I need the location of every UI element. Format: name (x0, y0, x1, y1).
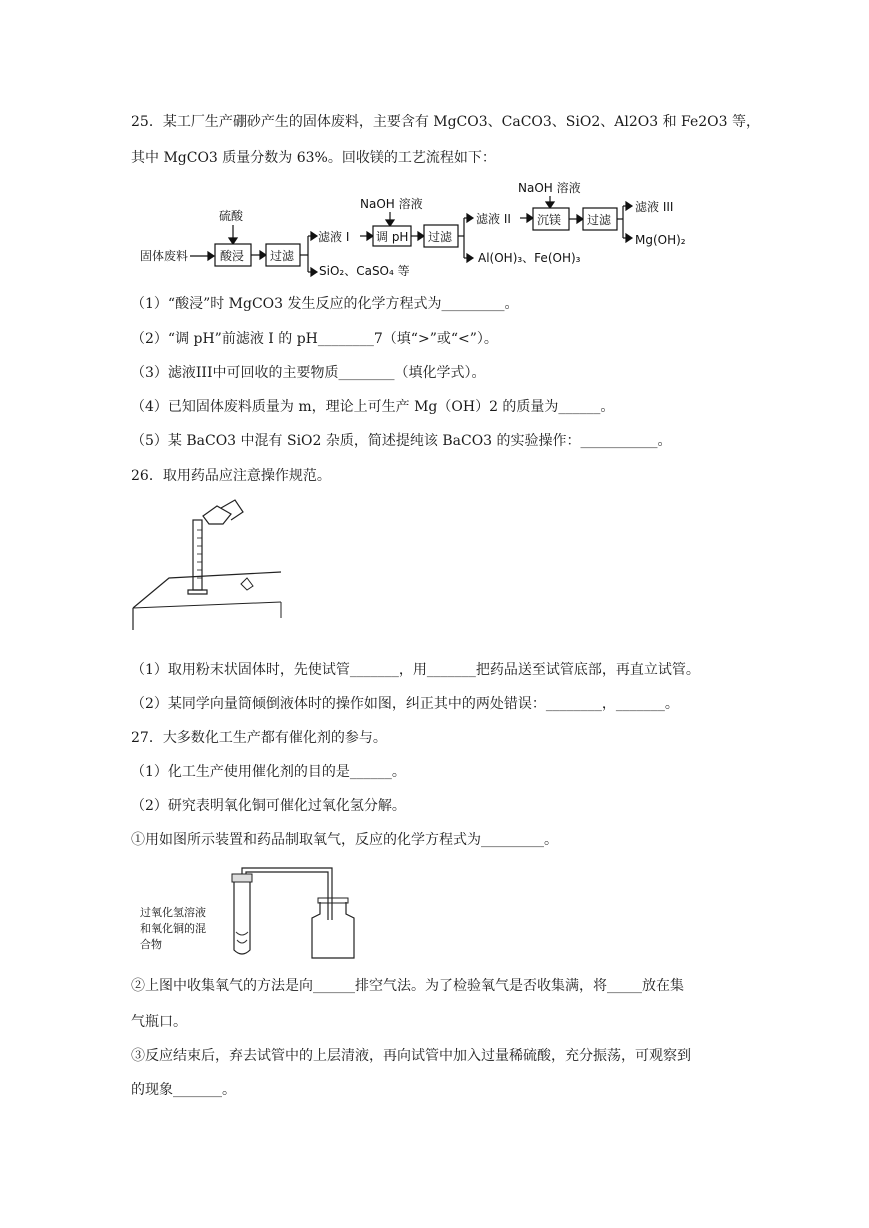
q25-sub5: （5）某 BaCO3 中混有 SiO2 杂质，简述提纯该 BaCO3 的实验操作：___________。 (131, 433, 672, 449)
q25-sub4: （4）已知固体废料质量为 m，理论上可生产 Mg（OH）2 的质量为______。 (131, 399, 615, 415)
oxygen-generation-apparatus (140, 862, 370, 960)
flow-step-precipitate-mg: 沉镁 (537, 213, 562, 227)
flow-filtrate-1: 滤液 I (318, 230, 350, 244)
q27-item1: ①用如图所示装置和药品制取氧气，反应的化学方程式为_________。 (131, 832, 558, 848)
q25-sub2: （2）“调 pH”前滤液 I 的 pH________7（填“>”或“<”）。 (131, 331, 498, 347)
q27-sub2: （2）研究表明氧化铜可催化过氧化氢分解。 (131, 798, 406, 814)
q27-title: 27．大多数化工生产都有催化剂的参与。 (131, 730, 387, 746)
apparatus-label-line3: 合物 (140, 938, 162, 951)
graduated-cylinder-pouring-illustration (131, 498, 291, 633)
flow-step-filter-3: 过滤 (587, 213, 612, 227)
q25-stem-line1: 25．某工厂生产硼砂产生的固体废料，主要含有 MgCO3、CaCO3、SiO2、Al2O3 和 Fe2O3 等， (131, 114, 761, 130)
flow-product-mg-oh-2: Mg(OH)₂ (635, 233, 686, 247)
flow-step-filter-1: 过滤 (270, 249, 295, 263)
q27-item3-line1: ③反应结束后，弃去试管中的上层清液，再向试管中加入过量稀硫酸，充分振荡，可观察到 (131, 1048, 691, 1064)
flow-solid-1: SiO₂、CaSO₄ 等 (319, 264, 410, 278)
q25-sub3: （3）滤液III中可回收的主要物质________（填化学式）。 (131, 365, 486, 381)
flow-step-adjust-ph: 调 pH (376, 230, 409, 244)
apparatus-label-line2: 和氧化铜的混 (140, 922, 206, 935)
process-flow-diagram (140, 180, 700, 280)
q26-title: 26．取用药品应注意操作规范。 (131, 468, 331, 484)
flow-reagent-naoh-1: NaOH 溶液 (360, 197, 423, 211)
flow-solid-2: Al(OH)₃、Fe(OH)₃ (478, 251, 581, 265)
flow-filtrate-2: 滤液 II (476, 212, 511, 226)
q25-stem-line2: 其中 MgCO3 质量分数为 63%。回收镁的工艺流程如下： (131, 150, 496, 166)
q27-item3-line2: 的现象_______。 (131, 1082, 236, 1098)
q27-item2-line1: ②上图中收集氧气的方法是向______排空气法。为了检验氧气是否收集满，将_____放在集 (131, 978, 684, 994)
apparatus-label-line1: 过氧化氢溶液 (140, 906, 206, 919)
q25-sub1: （1）“酸浸”时 MgCO3 发生反应的化学方程式为_________。 (131, 296, 519, 312)
flow-start: 固体废料 (140, 249, 189, 263)
flow-step-acid-leach: 酸浸 (220, 249, 245, 263)
flow-reagent-sulfuric-acid: 硫酸 (219, 209, 244, 223)
flow-filtrate-3: 滤液 III (635, 200, 674, 214)
q27-item2-line2: 气瓶口。 (131, 1014, 187, 1030)
flow-step-filter-2: 过滤 (428, 230, 453, 244)
q26-sub2: （2）某同学向量筒倾倒液体时的操作如图，纠正其中的两处错误：________，_______。 (131, 696, 679, 712)
q26-sub1: （1）取用粉末状固体时，先使试管_______，用_______把药品送至试管底部，再直立试管。 (131, 662, 700, 678)
q27-sub1: （1）化工生产使用催化剂的目的是______。 (131, 764, 406, 780)
flow-reagent-naoh-2: NaOH 溶液 (518, 181, 581, 195)
